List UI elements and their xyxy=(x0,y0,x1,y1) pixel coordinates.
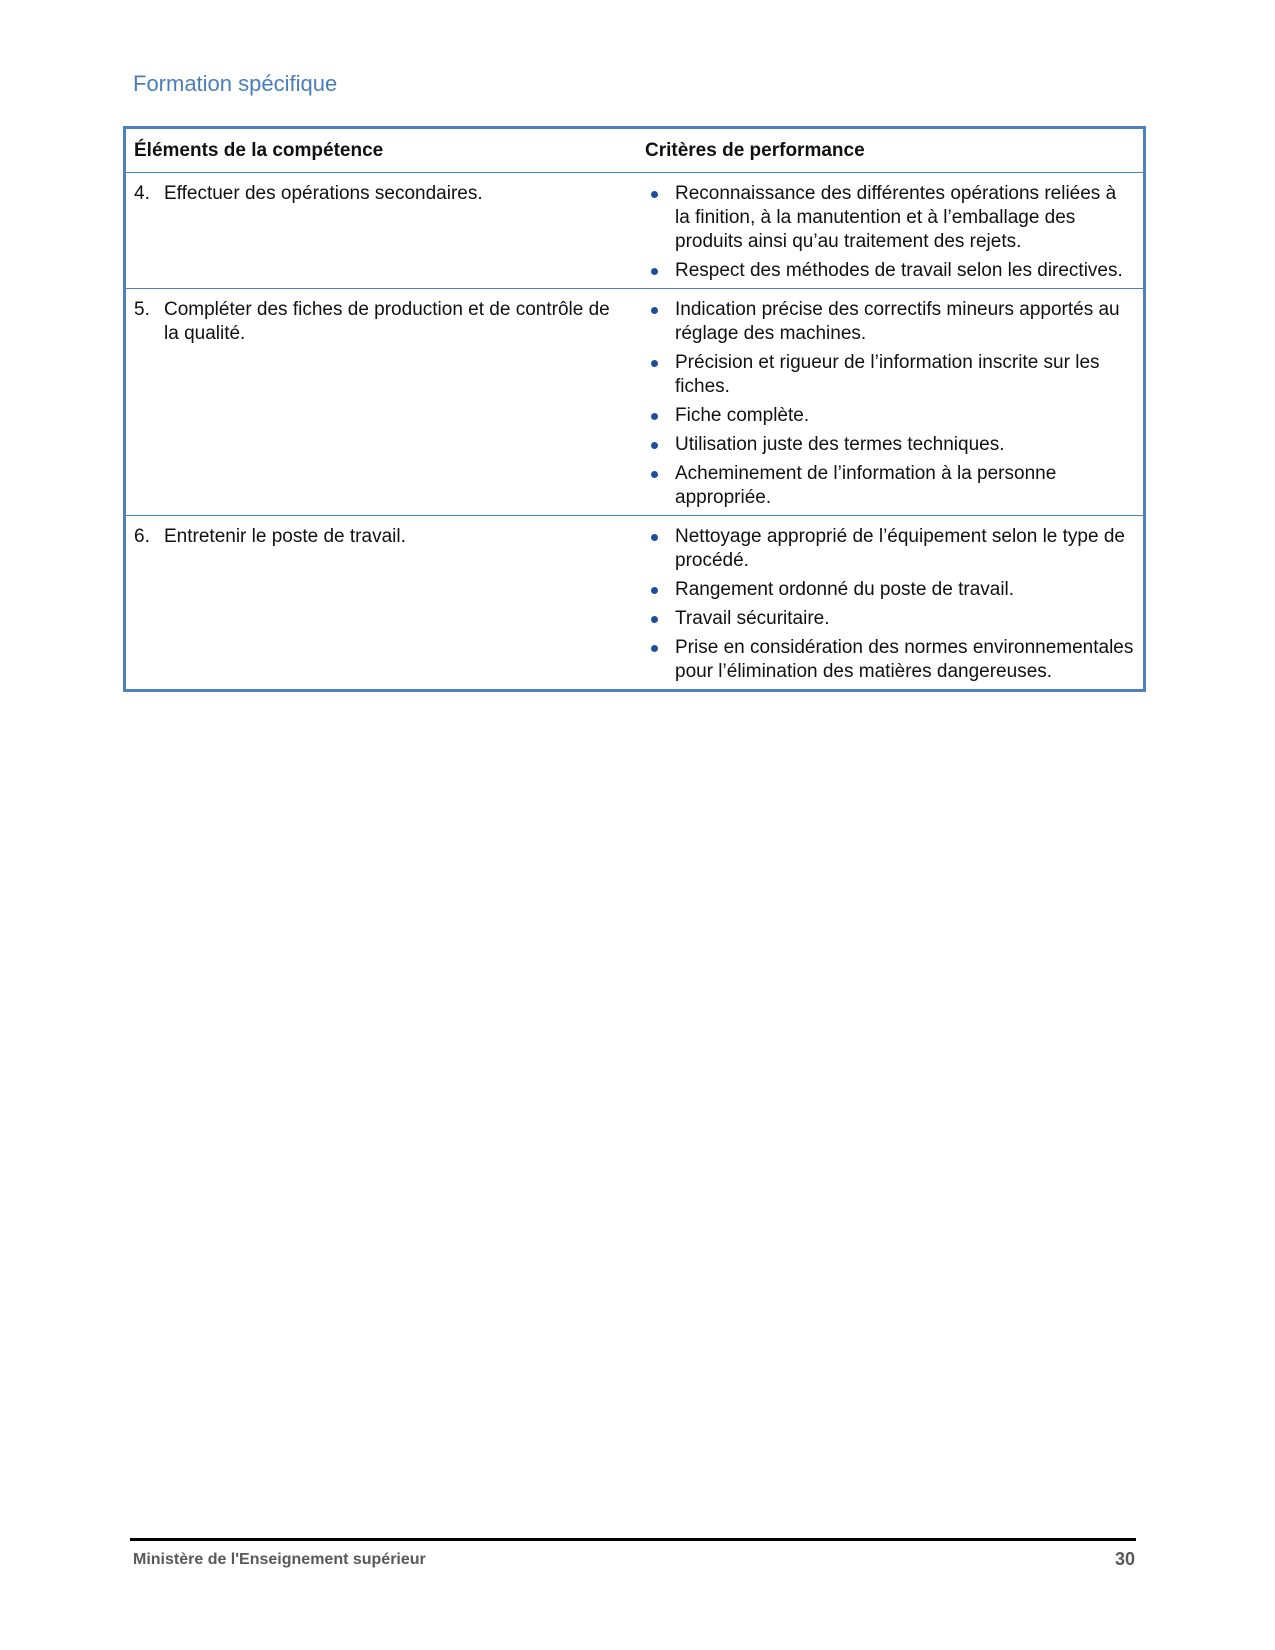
criteria-item xyxy=(645,259,1135,283)
table-header-row xyxy=(125,128,1145,173)
criteria-text: Indication précise des correctifs mineurs apportés au réglage des machines. xyxy=(675,299,1120,344)
criteria-text: Travail sécuritaire. xyxy=(675,608,830,629)
element-number: 6. xyxy=(134,526,150,547)
criteria-cell xyxy=(637,516,1145,691)
element-cell xyxy=(125,173,638,289)
bullet-icon xyxy=(645,462,675,510)
criteria-item xyxy=(645,404,1135,428)
bullet-icon xyxy=(645,182,675,254)
table-row xyxy=(125,173,1145,289)
criteria-text: Fiche complète. xyxy=(675,405,810,426)
element-text: Effectuer des opérations secondaires. xyxy=(164,183,483,204)
competence-table xyxy=(123,126,1146,692)
bullet-icon xyxy=(645,636,675,684)
criteria-cell xyxy=(637,173,1145,289)
table-row xyxy=(125,516,1145,691)
criteria-item xyxy=(645,298,1135,346)
section-title: Formation spécifique xyxy=(133,71,338,96)
criteria-text: Prise en considération des normes environnementales pour l’élimination des matières dangereuses. xyxy=(675,637,1134,682)
criteria-text: Reconnaissance des différentes opérations reliées à la finition, à la manutention et à l’emballage des produits ainsi qu’au traitement des rejets. xyxy=(675,183,1117,252)
element-item xyxy=(134,182,629,206)
criteria-text: Utilisation juste des termes techniques. xyxy=(675,434,1005,455)
element-text: Compléter des fiches de production et de contrôle de la qualité. xyxy=(164,299,610,344)
bullet-icon xyxy=(645,433,675,457)
element-item xyxy=(134,298,629,346)
bullet-icon xyxy=(645,298,675,346)
criteria-item xyxy=(645,636,1135,684)
element-cell xyxy=(125,516,638,691)
criteria-list xyxy=(645,525,1135,684)
criteria-text: Précision et rigueur de l’information inscrite sur les fiches. xyxy=(675,352,1100,397)
table-row xyxy=(125,289,1145,516)
element-number: 4. xyxy=(134,183,150,204)
criteria-item xyxy=(645,433,1135,457)
criteria-item xyxy=(645,578,1135,602)
criteria-list xyxy=(645,182,1135,283)
criteria-item xyxy=(645,182,1135,254)
criteria-cell xyxy=(637,289,1145,516)
bullet-icon xyxy=(645,578,675,602)
criteria-text: Respect des méthodes de travail selon les directives. xyxy=(675,260,1123,281)
footer-divider xyxy=(130,1538,1136,1541)
bullet-icon xyxy=(645,259,675,283)
criteria-item xyxy=(645,607,1135,631)
criteria-item xyxy=(645,351,1135,399)
criteria-text: Rangement ordonné du poste de travail. xyxy=(675,579,1015,600)
criteria-text: Nettoyage approprié de l’équipement selon le type de procédé. xyxy=(675,526,1125,571)
bullet-icon xyxy=(645,607,675,631)
element-text: Entretenir le poste de travail. xyxy=(164,526,406,547)
element-item xyxy=(134,525,629,549)
page-number: 30 xyxy=(1114,1549,1135,1569)
bullet-icon xyxy=(645,404,675,428)
header-criteria: Critères de performance xyxy=(637,128,1145,173)
footer-organization: Ministère de l'Enseignement supérieur xyxy=(133,1551,426,1568)
criteria-item xyxy=(645,525,1135,573)
criteria-text: Acheminement de l’information à la personne appropriée. xyxy=(675,463,1057,508)
element-cell xyxy=(125,289,638,516)
bullet-icon xyxy=(645,351,675,399)
criteria-list xyxy=(645,298,1135,510)
header-elements: Éléments de la compétence xyxy=(125,128,638,173)
bullet-icon xyxy=(645,525,675,573)
element-number: 5. xyxy=(134,299,150,320)
criteria-item xyxy=(645,462,1135,510)
